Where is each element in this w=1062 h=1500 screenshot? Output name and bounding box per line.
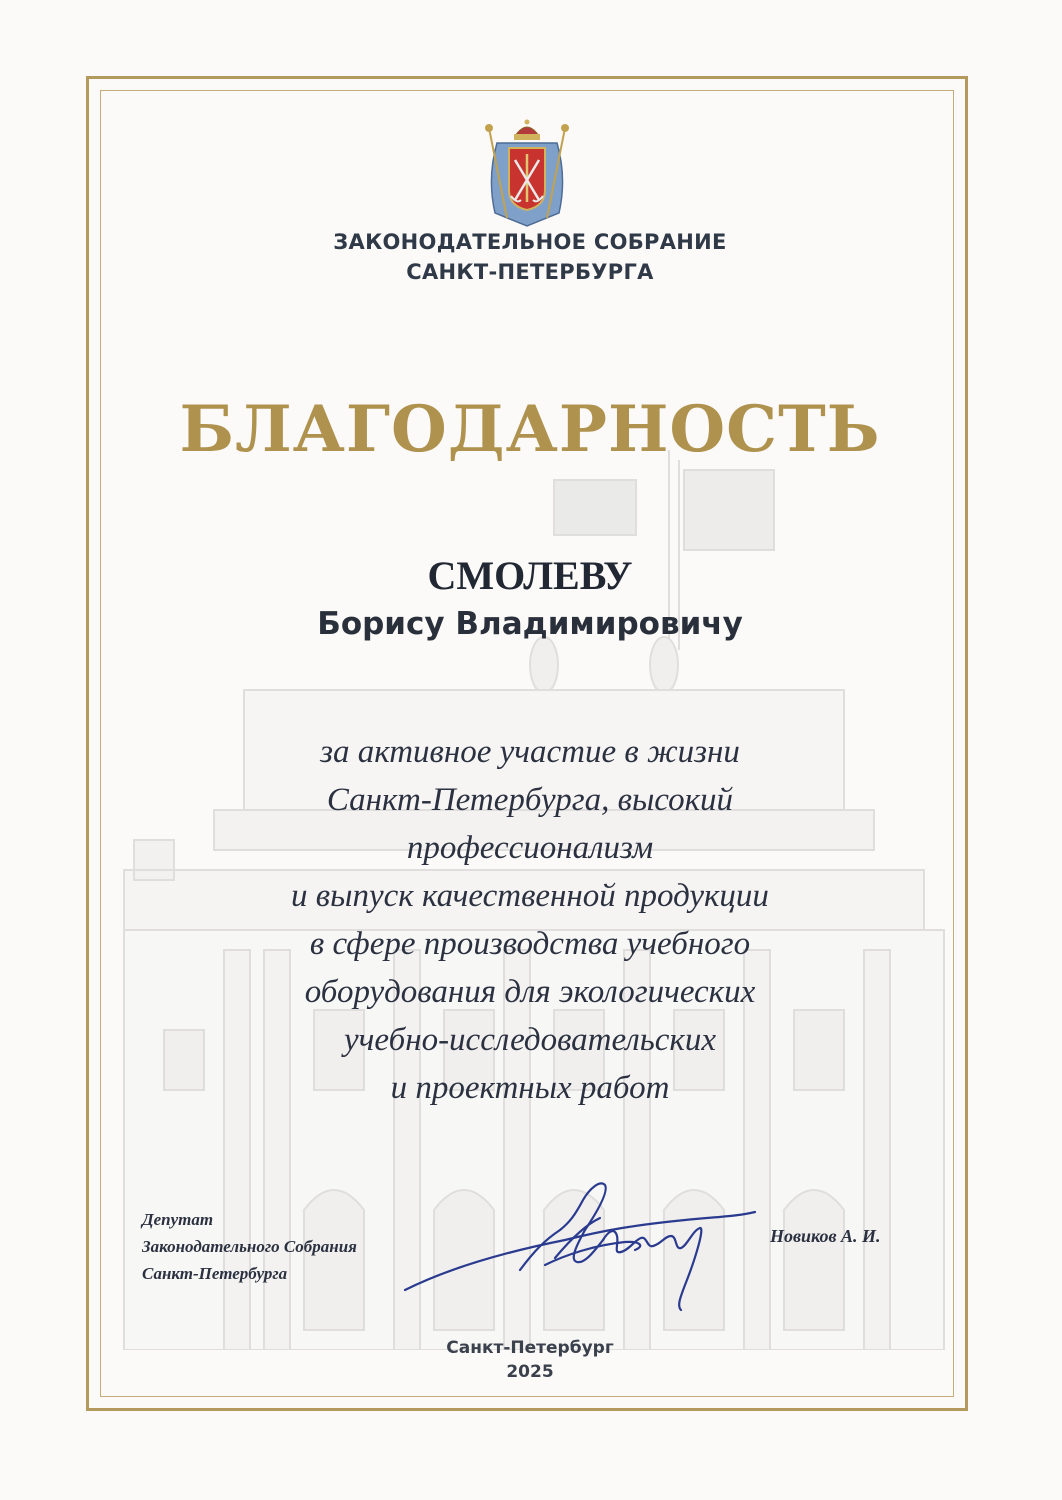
signatory-title-line: Законодательного Собрания [142, 1237, 357, 1256]
certificate-title: БЛАГОДАРНОСТЬ [179, 392, 881, 467]
award-reason [180, 728, 880, 1112]
organization-name-line2: САНКТ-ПЕТЕРБУРГА [406, 260, 654, 284]
reason-line: за активное участие в жизни [320, 734, 740, 770]
organization-name-line1: ЗАКОНОДАТЕЛЬНОЕ СОБРАНИЕ [333, 230, 727, 254]
reason-line: и проектных работ [390, 1070, 670, 1106]
reason-line: профессионализм [406, 830, 654, 866]
footer-city: Санкт-Петербург [446, 1338, 614, 1358]
reason-line: Санкт-Петербурга, высокий [326, 782, 734, 818]
signatory-name: Новиков А. И. [770, 1226, 881, 1246]
footer-year: 2025 [506, 1362, 554, 1382]
handwritten-signature [395, 1170, 765, 1320]
reason-line: учебно-исследовательских [344, 1022, 716, 1058]
reason-line: в сфере производства учебного [309, 926, 751, 962]
signatory-title [142, 1206, 357, 1287]
signatory-title-line: Санкт-Петербурга [142, 1264, 288, 1283]
recipient-first-patronymic: Борису Владимировичу [317, 606, 743, 642]
reason-line: оборудования для экологических [304, 974, 756, 1010]
reason-line: и выпуск качественной продукции [291, 878, 769, 914]
recipient-last-name: СМОЛЕВУ [427, 553, 633, 598]
st-petersburg-coat-of-arms-icon [477, 118, 577, 230]
signatory-title-line: Депутат [142, 1210, 214, 1229]
